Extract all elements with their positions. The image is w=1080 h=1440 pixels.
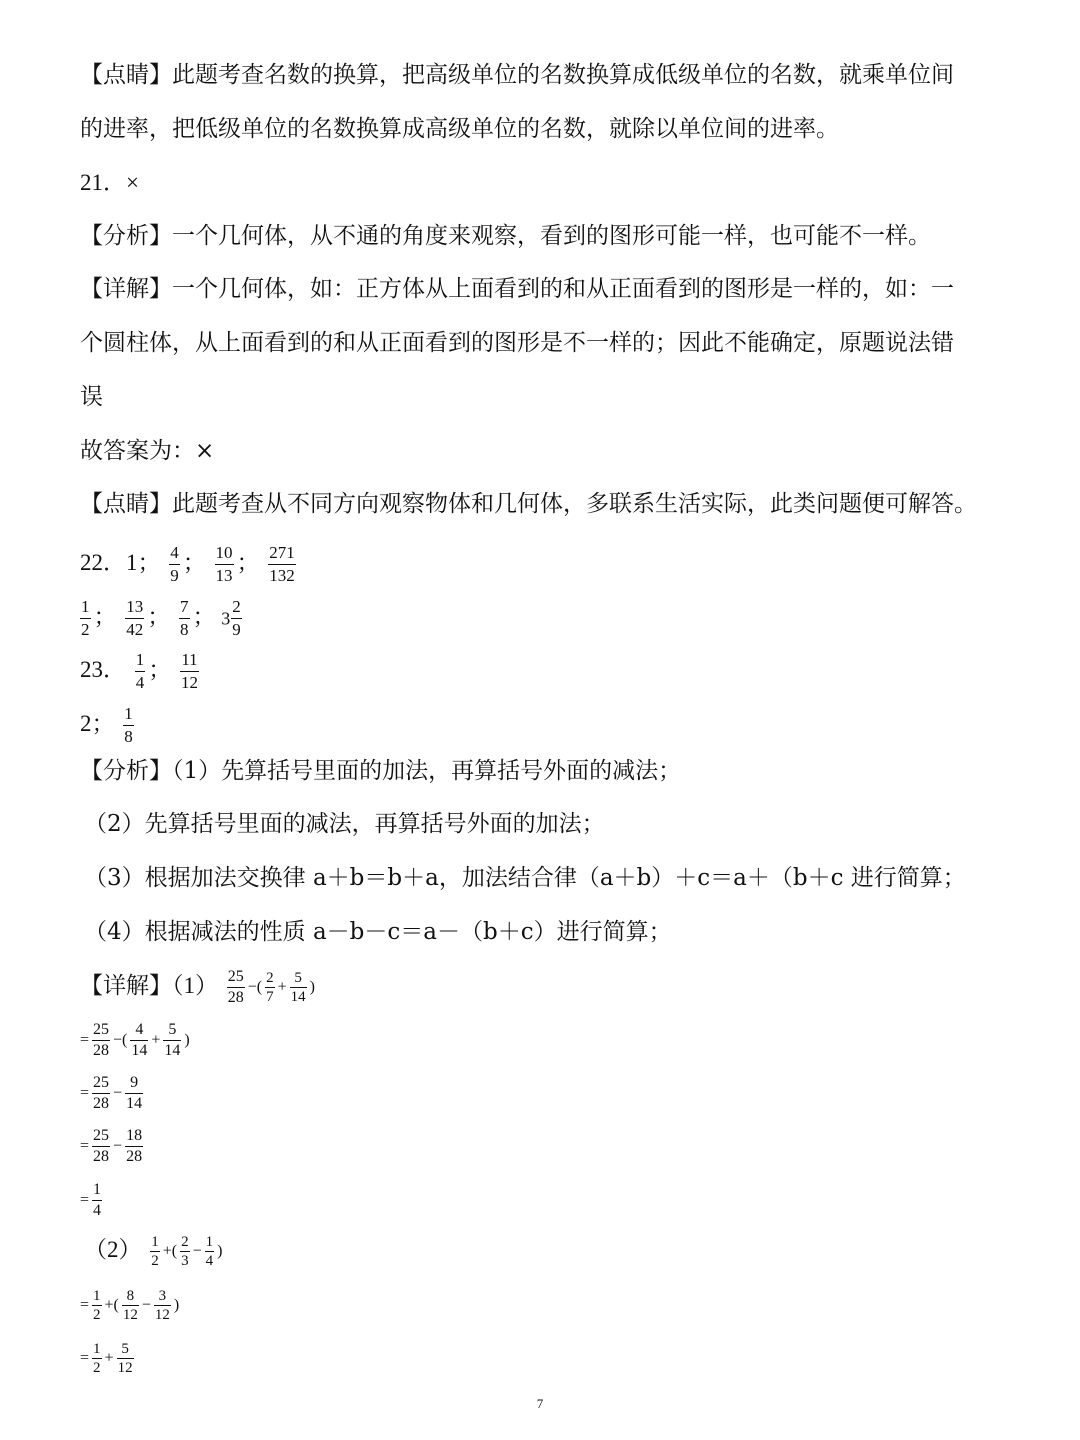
fraction: $\frac{4}{9}$ bbox=[170, 543, 179, 585]
detail-label: 【详解】（1） bbox=[80, 972, 218, 998]
fraction: $\frac{9}{14}$ bbox=[126, 1074, 143, 1112]
fraction: $\frac{10}{13}$ bbox=[215, 543, 233, 585]
fraction: $\frac{1}{4}$ bbox=[205, 1234, 214, 1269]
detail-step-7: = $\frac{1}{2}$ + $\frac{5}{12}$ bbox=[80, 1341, 133, 1376]
question-label: 22． bbox=[80, 549, 126, 575]
fraction: $\frac{1}{2}$ bbox=[93, 1288, 101, 1323]
fraction: $\frac{18}{28}$ bbox=[126, 1127, 143, 1165]
analysis-text: 【分析】一个几何体，从不通的角度来观察，看到的图形可能一样，也可能不一样。 bbox=[80, 223, 931, 249]
separator: ； bbox=[236, 549, 260, 575]
fraction: $\frac{1}{2}$ bbox=[81, 597, 90, 639]
note-text: 【点睛】此题考查名数的换算，把高级单位的名数换算成低级单位的名数，就乘单位间 bbox=[80, 62, 954, 88]
detail-text: 个圆柱体，从上面看到的和从正面看到的图形是不一样的；因此不能确定，原题说法错 bbox=[80, 330, 954, 356]
question-23-row-1 bbox=[80, 649, 202, 694]
fraction: $\frac{3}{12}$ bbox=[154, 1288, 170, 1323]
analysis-text: （3）根据加法交换律 a＋b＝b＋a，加法结合律（a＋b）＋c＝a＋（b＋c 进行简算； bbox=[84, 865, 966, 891]
fraction: $\frac{11}{12}$ bbox=[181, 650, 198, 692]
fraction: $\frac{271}{132}$ bbox=[269, 543, 295, 585]
fraction: $\frac{2}{7}$ bbox=[266, 970, 274, 1005]
detail-step-4: = $\frac{25}{28}$ − $\frac{18}{28}$ bbox=[80, 1127, 143, 1165]
question-23-row-2 bbox=[80, 703, 137, 748]
fraction: $\frac{7}{8}$ bbox=[180, 597, 189, 639]
fraction: $\frac{1}{2}$ bbox=[93, 1341, 101, 1376]
separator: ； bbox=[192, 603, 216, 629]
detail-step-3: = $\frac{25}{28}$ − $\frac{9}{14}$ bbox=[80, 1074, 143, 1112]
fraction: $\frac{5}{14}$ bbox=[164, 1021, 181, 1059]
analysis-text: （4）根据减法的性质 a－b－c＝a－（b＋c）进行简算； bbox=[84, 919, 672, 945]
detail-step-6: = $\frac{1}{2}$ +( $\frac{8}{12}$ − $\frac{3}{12}$ ) bbox=[80, 1288, 180, 1323]
analysis-text: （2）先算括号里面的减法，再算括号外面的加法； bbox=[84, 811, 605, 837]
detail-text: 【详解】一个几何体，如：正方体从上面看到的和从正面看到的图形是一样的，如：一 bbox=[80, 276, 954, 302]
detail-step-1: 【详解】（1） $\frac{25}{28}$ −( $\frac{2}{7}$ + $\frac{5}{14}$ ) bbox=[80, 968, 315, 1006]
note-text: 【点睛】此题考查从不同方向观察物体和几何体，多联系生活实际，此类问题便可解答。 bbox=[80, 491, 977, 517]
fraction: $\frac{8}{12}$ bbox=[122, 1288, 138, 1323]
detail-text: 误 bbox=[80, 384, 103, 410]
fraction: $\frac{25}{28}$ bbox=[93, 1127, 110, 1165]
fraction: $\frac{13}{42}$ bbox=[126, 597, 144, 639]
fraction: $\frac{5}{14}$ bbox=[290, 970, 306, 1005]
separator: ； bbox=[93, 603, 117, 629]
fraction: $\frac{5}{12}$ bbox=[117, 1341, 133, 1376]
value: 1； bbox=[126, 549, 161, 575]
detail-part-2: （2） $\frac{1}{2}$ +( $\frac{2}{3}$ − $\frac{1}{4}$ ) bbox=[84, 1234, 223, 1269]
fraction: $\frac{1}{4}$ bbox=[93, 1181, 102, 1219]
detail-step-2: = $\frac{25}{28}$ −( $\frac{4}{14}$ + $\frac{5}{14}$ ) bbox=[80, 1021, 190, 1059]
question-21-answer: 21．× bbox=[80, 170, 139, 195]
detail-step-5: = $\frac{1}{4}$ bbox=[80, 1181, 102, 1219]
separator: ； bbox=[147, 603, 171, 629]
answer-text: 故答案为：× bbox=[80, 438, 215, 464]
fraction: $\frac{1}{8}$ bbox=[124, 704, 133, 746]
mixed-number: 3 $\frac{2}{9}$ bbox=[221, 597, 241, 639]
fraction: $\frac{2}{3}$ bbox=[181, 1234, 189, 1269]
fraction: $\frac{25}{28}$ bbox=[227, 968, 244, 1006]
question-22-row-1 bbox=[80, 542, 299, 587]
fraction: $\frac{4}{14}$ bbox=[131, 1021, 148, 1059]
page-number: 7 bbox=[536, 1396, 544, 1411]
fraction: $\frac{25}{28}$ bbox=[93, 1074, 110, 1112]
fraction: $\frac{1}{4}$ bbox=[135, 650, 145, 692]
separator: ； bbox=[182, 549, 206, 575]
detail-label: （2） bbox=[84, 1236, 142, 1262]
question-22-row-2 bbox=[80, 596, 245, 641]
analysis-text: 【分析】（1）先算括号里面的加法，再算括号外面的减法； bbox=[80, 758, 682, 784]
separator: ； bbox=[148, 656, 172, 682]
note-text: 的进率，把低级单位的名数换算成高级单位的名数，就除以单位间的进率。 bbox=[80, 116, 839, 142]
fraction: $\frac{25}{28}$ bbox=[93, 1021, 110, 1059]
question-label: 23． bbox=[80, 656, 126, 682]
fraction: $\frac{1}{2}$ bbox=[151, 1234, 159, 1269]
value: 2； bbox=[80, 710, 115, 736]
